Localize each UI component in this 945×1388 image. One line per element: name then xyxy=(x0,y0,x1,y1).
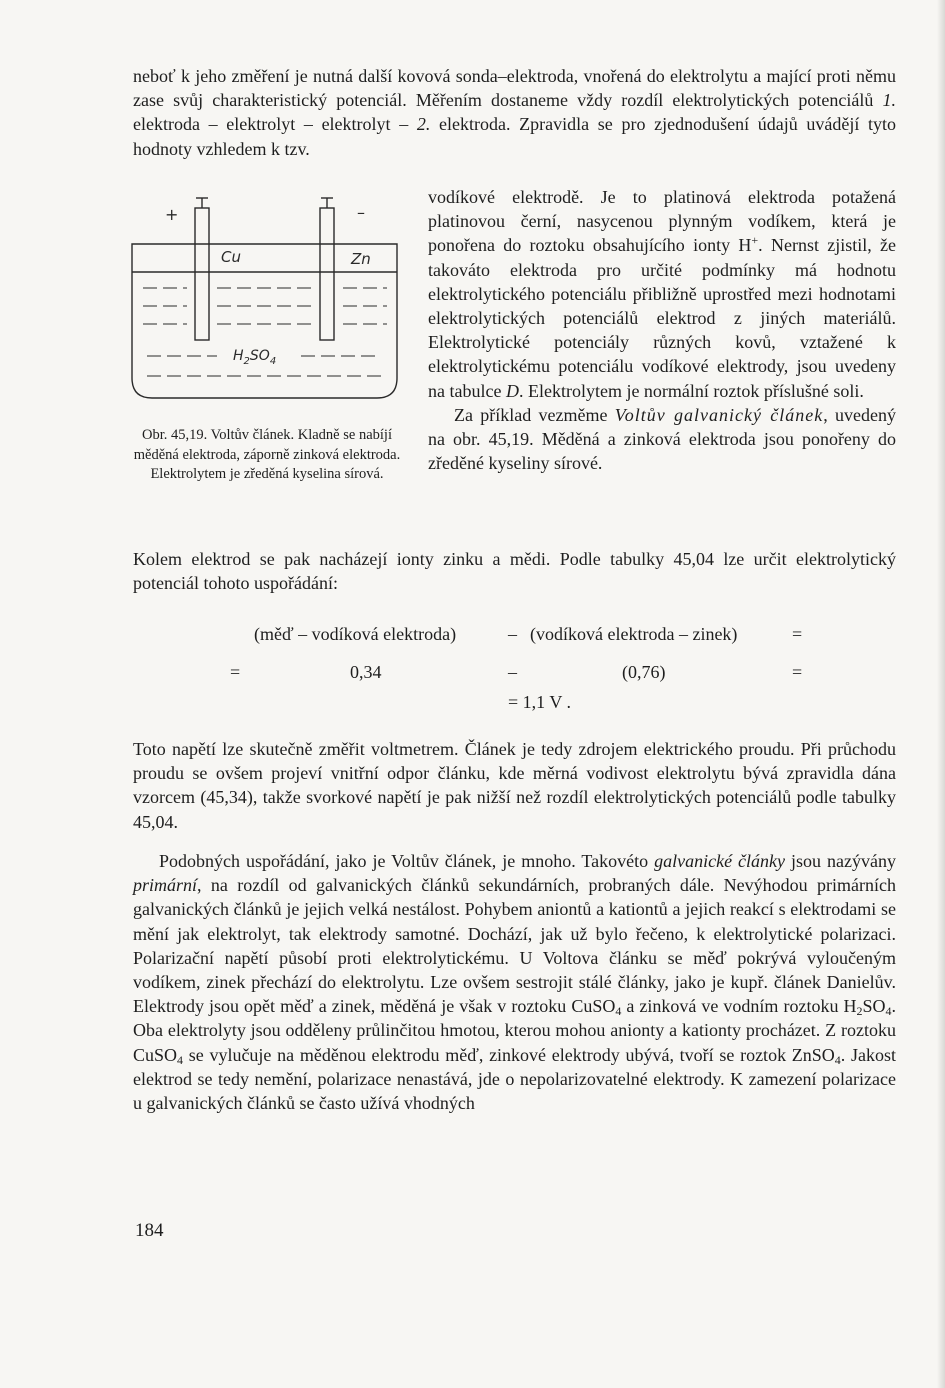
page-edge-shadow xyxy=(937,0,945,1388)
figure-caption: Obr. 45,19. Voltův článek. Kladně se nabíjí měděná elektroda, záporně zinková elektroda. Elektrolytem je zředěná kyselina sírová. xyxy=(133,427,401,482)
copper-label: Cu xyxy=(221,248,241,266)
paragraph-intro-end: elektroda. Zpravidla se pro zjednodušení údajů uvádějí tyto hodnoty vzhledem k tzv. xyxy=(133,114,897,159)
potential-equation xyxy=(130,624,900,724)
electrode-number-1: 1. xyxy=(882,90,896,111)
electrolyte-label: $H_2SO_4$ xyxy=(233,348,277,367)
paragraph-primary-cells: Podobných uspořádání, jako je Voltův článek, je mnoho. Takovéto galvanické články jsou nazývány primární, na rozdíl od galvanických článků sekundárních, probraných dále. Nevýhodou primárních galvanických článků je jejich velká nestálost. Pohybem aniontů a kationtů a jejich reakcí s elektrodami se mění jak elektrolyt, tak elektrody samotné. Dochází, jak už bylo řečeno, k elektrolytické polarizaci. Polarizační napětí působí proti elektrolytickému. U Voltova článku se měď pokrývá vyloučeným vodíkem, zinek přechází do elektrolytu. Lze ovšem sestrojit stálé články, jako je kupř. článek Danielův. Elektrody jsou opět měď a zinek, měděná je však v roztoku CuSO$_4$ a zinková ve vodním roztoku $H_2SO_4$. Oba elektrolyty jsou odděleny průlinčitou hmotou, kterou mohou anionty a kationty procházet. Z roztoku CuSO$_4$ se vylučuje na měděnou elektrodu měď, zinkové elektrody ubývá, tvoří se roztok ZnSO$_4$. Jakost elektrod se tedy nemění, polarizace nenastává, jde o nepolarizovatelné elektrody. K zamezení polarizace u galvanických článků se často užívá vhodných xyxy=(133,851,897,1114)
paragraph-intro xyxy=(133,64,896,161)
page-number: 184 xyxy=(135,1220,164,1241)
paragraph-ions: Kolem elektrod se pak nacházejí ionty zinku a mědi. Podle tabulky 45,04 lze určit elektrolytický potenciál tohoto uspořádání: xyxy=(133,549,896,594)
hydrogen-ion-charge: + xyxy=(751,233,759,248)
paragraph-voltmeter: Toto napětí lze skutečně změřit voltmetrem. Článek je tedy zdrojem elektrického proudu. Při průchodu proudu se ovšem projeví vnitřní odpor článku, kde měrná vodivost elektrolytu bývá zpravidla dána vzorcem (45,34), takže svorkové napětí je pak nižší než rozdíl elektrolytických potenciálů podle tabulky 45,04. xyxy=(133,739,896,832)
zinc-label: Zn xyxy=(351,250,371,268)
right-column xyxy=(428,185,896,475)
paragraph-intro-mid: elektroda – elektrolyt – elektrolyt – xyxy=(133,114,409,135)
hydrogen-text: vodíkové elektrodě. Je to platinová elektroda potažená platinovou černí, nasycenou plynným vodíkem, která je ponořena do roztoku obsahujícího ionty H xyxy=(428,187,896,256)
volta-cell-term: Voltův galvanický článek xyxy=(614,404,824,425)
paragraph-volta-cell xyxy=(428,403,896,476)
electrode-number-2: 2. xyxy=(416,114,431,135)
volta-text-end: , uvedený na obr. 45,19. Měděná a zinková elektroda jsou ponořeny do zředěné kyseliny sírové. xyxy=(428,404,897,474)
eq-result: = 1,1 V . xyxy=(508,692,571,712)
paragraph-intro-text: neboť k jeho změření je nutná další kovová sonda–elektroda, vnořená do elektrolytu a mající proti němu zase svůj charakteristický potenciál. Měřením dostaneme vždy rozdíl elektrolytických potenciálů xyxy=(133,66,896,111)
eq-zinc-term: (vodíková elektroda – zinek) xyxy=(530,624,738,644)
voltaic-cell-figure xyxy=(125,188,410,418)
hydrogen-text-tail: . Elektrolytem je normální roztok příslušné soli. xyxy=(518,380,864,401)
hydrogen-text-end: . Nernst zjistil, že takováto elektroda pro určité podmínky má hodnotu elektrolytického potenciálu přibližně uprostřed mezi hodnotami elektrolytických potenciálů elektrod z jiných materiálů. Elektrolytické potenciály různých kovů, vztažené k elektrolytickému potenciálu vodíkové elektrody, jsou uvedeny na tabulce xyxy=(428,235,896,401)
eq-row2-minus: – xyxy=(508,662,517,682)
eq-row2-equals: = xyxy=(230,662,241,682)
eq-copper-value: 0,34 xyxy=(350,662,382,682)
zinc-electrode xyxy=(320,208,334,340)
volta-text-start: Za příklad vezměme xyxy=(454,404,608,425)
term-galvanic-cells: galvanické články xyxy=(654,851,786,871)
eq-zinc-value: (0,76) xyxy=(622,662,666,682)
positive-sign: + xyxy=(165,205,179,224)
eq-row2-equals-right: = xyxy=(792,662,803,682)
term-primary: primární xyxy=(133,875,198,896)
eq-row1-equals: = xyxy=(792,624,803,644)
negative-sign: – xyxy=(357,203,365,222)
table-reference: D xyxy=(505,380,519,401)
eq-row1-minus: – xyxy=(508,624,517,644)
paragraph-hydrogen-electrode xyxy=(428,185,896,403)
eq-copper-term: (měď – vodíková elektroda) xyxy=(254,624,457,644)
copper-electrode xyxy=(195,208,209,340)
